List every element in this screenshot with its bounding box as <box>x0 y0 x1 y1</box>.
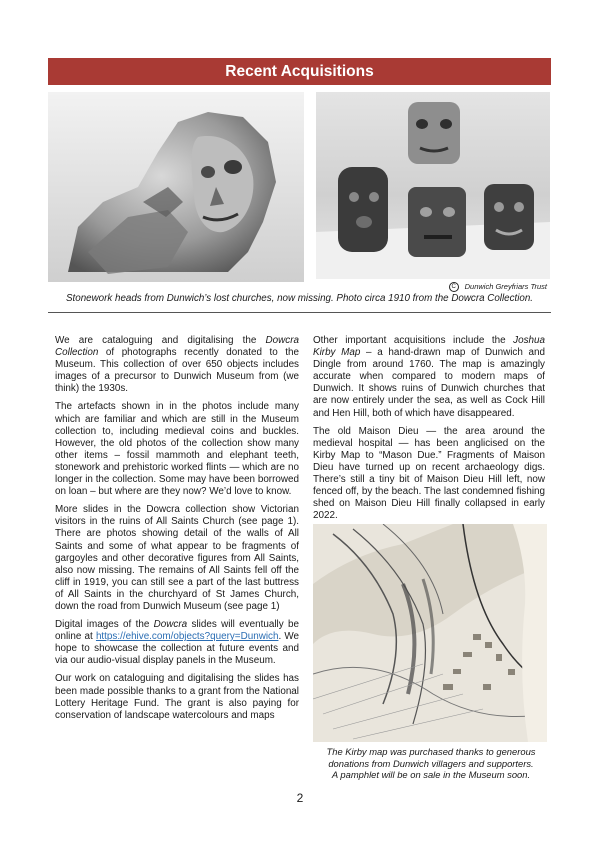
stone-head-photo <box>48 92 304 282</box>
collection-name: Dowcra <box>153 619 188 631</box>
copyright-icon: C <box>449 282 459 292</box>
map-name: Joshua Kirby Map <box>313 335 545 359</box>
kirby-map-image <box>313 524 547 742</box>
section-title: Recent Acquisitions <box>225 63 374 80</box>
text: – a hand-drawn map of Dunwich and Dingle from around 1760. The map is amazingly accurate when compared to modern maps of Dunwich. It shows ruins of Dunwich churches that are now entirely under the sea, as well as Cock Hill and Hen Hill, both of which have disappeared. <box>313 347 546 419</box>
paragraph: The artefacts shown in in the photos include many which are familiar and which are still in the Museum collection to, including medieval coins and buckles. However, the old photos of the collection show many other items – fossil mammoth and elephant teeth, stonework and prehistoric worked flints — which are no longer in the collection. Some may have been borrowed on loan – but where are they now? We’d love to know. <box>55 401 299 498</box>
caption-line: donations from Dunwich villagers and supporters. <box>328 757 534 769</box>
four-heads-photo <box>316 92 550 279</box>
collection-name: Dowcra Collection <box>55 335 299 359</box>
page-number: 2 <box>296 791 304 805</box>
text: Digital images of the <box>55 619 154 631</box>
map-caption <box>311 746 551 781</box>
paragraph <box>55 619 299 667</box>
text: . We hope to showcase the collection at future events and via our audio-visual display panels in the Museum. <box>55 631 299 667</box>
credit-text: Dunwich Greyfriars Trust <box>464 282 547 291</box>
text: Other important acquisitions include the <box>313 335 514 346</box>
caption-line: The Kirby map was purchased thanks to generous <box>326 746 536 757</box>
section-banner <box>48 58 551 85</box>
paragraph <box>55 335 299 395</box>
photo-caption: Stonework heads from Dunwich’s lost churches, now missing. Photo circa 1910 from the Dowcra Collection. <box>65 293 533 304</box>
ehive-link[interactable]: https://ehive.com/objects?query=Dunwich <box>95 631 279 643</box>
divider <box>48 312 551 313</box>
text: slides will eventually be online at <box>55 619 299 643</box>
paragraph: The old Maison Dieu — the area around the medieval hospital — has been anglicised on the Kirby Map to “Mason Due.” Fragments of Maison Dieu have turned up on recent archaeology digs. There’s still a tiny bit of Maison Dieu Hill left, now fenced off, by the beach. The last condemned fishing shed on Maison Dieu Hill finally collapsed in early 2022. <box>313 425 545 522</box>
paragraph <box>313 335 545 420</box>
caption-line: A pamphlet will be on sale in the Museum soon. <box>331 769 531 780</box>
left-column <box>55 335 299 728</box>
text: of photographs recently donated to the Museum. This collection of over 650 objects includes images of a precursor to Dunwich Museum from (we think) the 1930s. <box>55 347 299 395</box>
paragraph: Our work on cataloguing and digitalising the slides has been made possible thanks to a grant from the National Lottery Heritage Fund. The grant is also paying for conservation of landscape watercolours and maps <box>55 673 299 721</box>
paragraph: More slides in the Dowcra collection show Victorian visitors in the ruins of All Saints Church (see page 1). There are photos showing detail of the walls of All Saints and some of what appear to be fragments of gargoyles and other decorative figures from All Saints, also now missing. The remains of All Saints fell off the cliff in 1919, you can still see a part of the last buttress of All Saints in the churchyard of St James Church, down the road from Dunwich Museum (see page 1) <box>55 504 299 612</box>
text: We are cataloguing and digitalising the <box>55 335 266 346</box>
right-column <box>313 335 545 528</box>
photo-credit <box>449 282 547 292</box>
